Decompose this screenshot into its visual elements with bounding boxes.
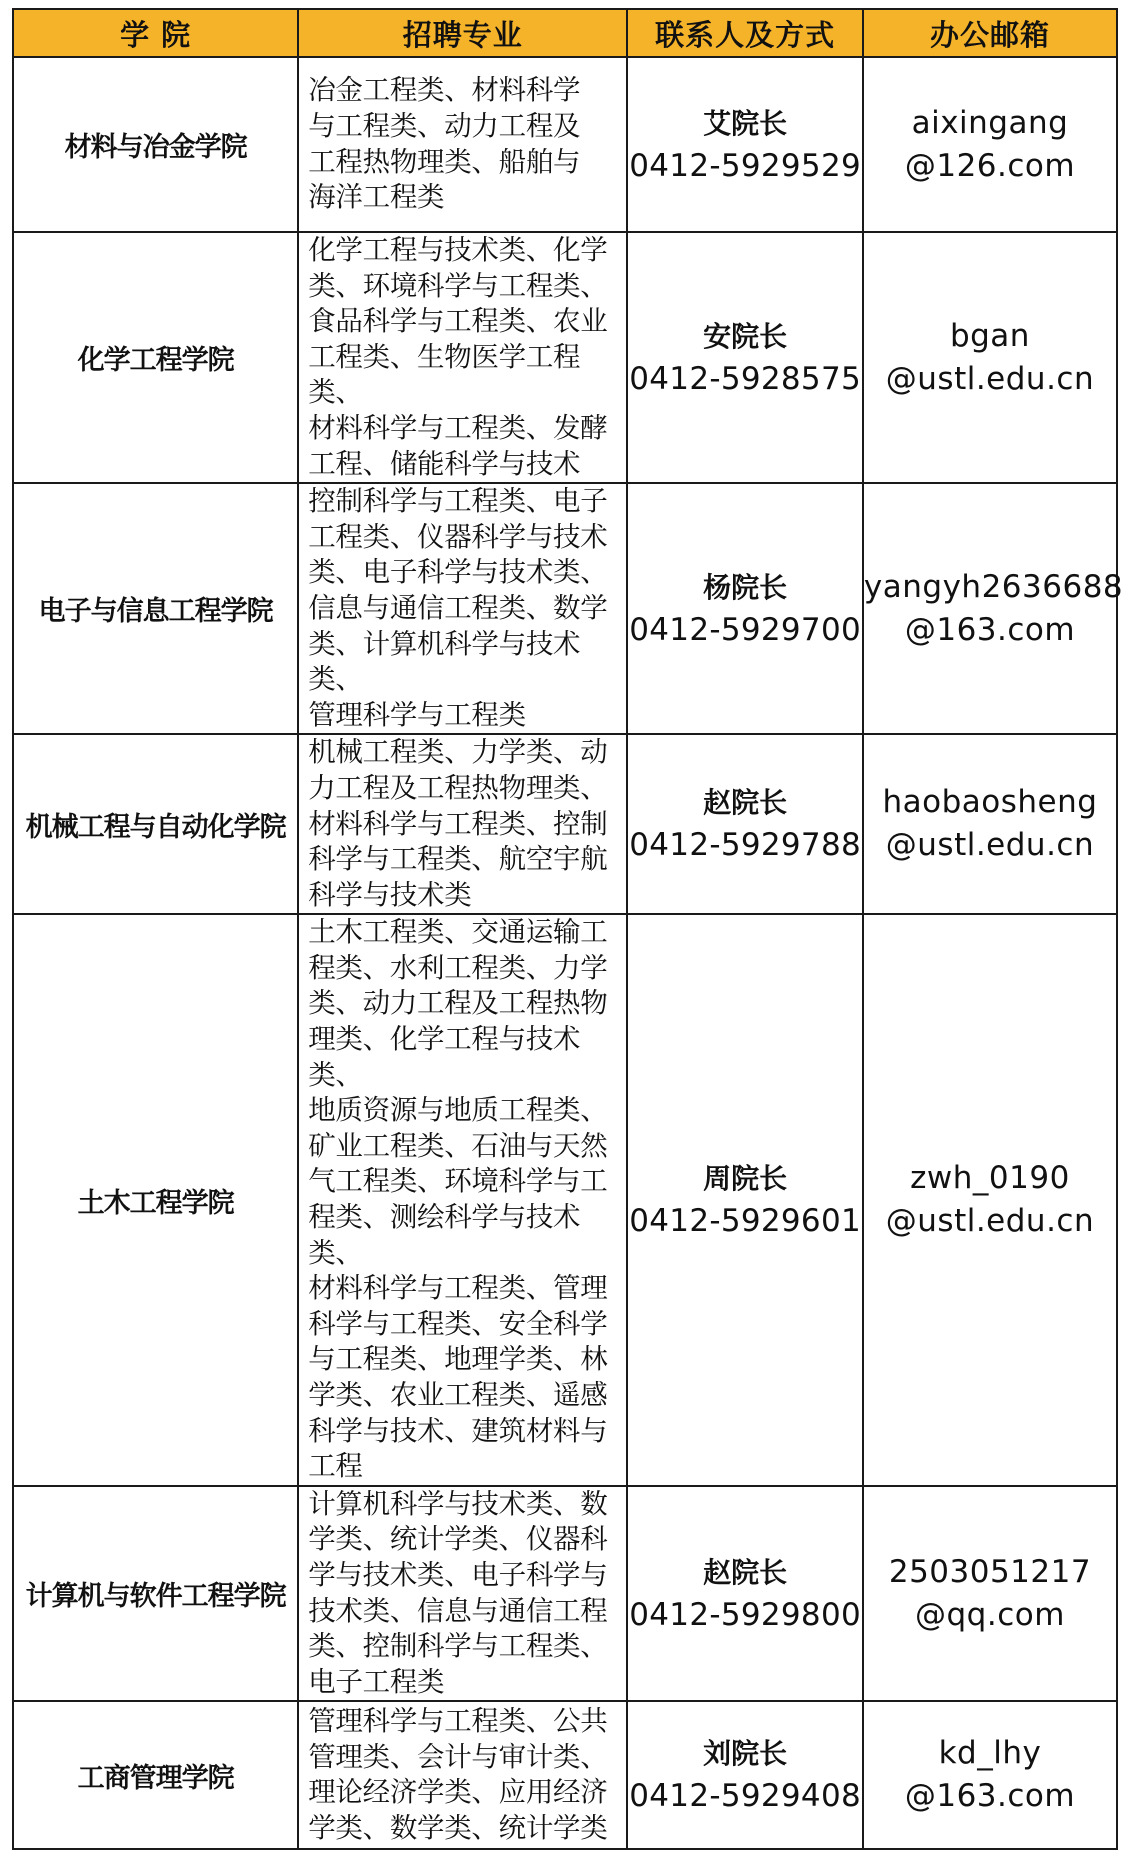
contact-phone: 0412-5929601 — [629, 1203, 861, 1240]
office-email — [863, 734, 1117, 914]
contact-name: 杨院长 — [703, 570, 788, 604]
major-line: 材料科学与工程类、发酵 — [308, 411, 608, 444]
major-line: 类、环境科学与工程类、 — [308, 269, 608, 302]
table-row — [13, 914, 1117, 1486]
office-email — [863, 1701, 1117, 1849]
email-user: zwh_0190 — [910, 1160, 1070, 1197]
recruitment-majors — [298, 914, 627, 1486]
recruitment-majors — [298, 232, 627, 483]
major-line: 冶金工程类、材料科学 — [308, 74, 581, 107]
table-row — [13, 57, 1117, 232]
table-row — [13, 734, 1117, 914]
office-email — [863, 232, 1117, 483]
college-name: 机械工程与自动化学院 — [13, 734, 298, 914]
office-email — [863, 483, 1124, 734]
table-row — [13, 483, 1117, 734]
major-line: 学类、农业工程类、遥感 — [308, 1379, 608, 1411]
recruitment-majors — [298, 1486, 627, 1702]
major-line: 工程 — [308, 1450, 363, 1483]
header-email: 办公邮箱 — [863, 9, 1117, 57]
email-user: 2503051217 — [888, 1553, 1092, 1590]
office-email — [863, 914, 1117, 1486]
major-line: 材料科学与工程类、管理 — [308, 1272, 608, 1305]
major-line: 与工程类、动力工程及 — [308, 109, 581, 142]
recruitment-majors — [298, 734, 627, 914]
contact-name: 刘院长 — [703, 1737, 788, 1771]
major-line: 工程类、生物医学工程类、 — [308, 340, 581, 409]
major-line: 程类、水利工程类、力学 — [308, 951, 608, 984]
major-line: 与工程类、地理学类、林 — [308, 1343, 608, 1376]
major-line: 类、电子科学与技术类、 — [308, 556, 608, 589]
major-line: 技术类、信息与通信工程 — [308, 1594, 608, 1627]
major-line: 类、动力工程及工程热物 — [308, 987, 608, 1020]
contact-cell — [627, 734, 863, 914]
office-email — [863, 1486, 1117, 1702]
recruitment-majors — [298, 57, 627, 232]
major-line: 类、控制科学与工程类、 — [308, 1630, 608, 1663]
contact-phone: 0412-5929529 — [629, 147, 861, 184]
contact-phone: 0412-5928575 — [629, 360, 861, 397]
contact-phone: 0412-5929800 — [629, 1596, 861, 1633]
major-line: 电子工程类 — [308, 1665, 445, 1698]
contact-name: 赵院长 — [703, 786, 788, 820]
email-user: haobaosheng — [882, 784, 1098, 821]
major-line: 土木工程类、交通运输工 — [308, 916, 608, 949]
contact-phone: 0412-5929788 — [629, 827, 861, 864]
major-line: 科学与技术、建筑材料与 — [308, 1414, 608, 1447]
major-line: 控制科学与工程类、电子 — [308, 485, 608, 518]
email-domain: @ustl.edu.cn — [885, 360, 1095, 397]
table-row — [13, 1486, 1117, 1702]
email-user: kd_lhy — [938, 1735, 1042, 1772]
college-name: 工商管理学院 — [13, 1701, 298, 1849]
email-user: aixingang — [911, 104, 1069, 141]
header-major: 招聘专业 — [298, 9, 627, 57]
major-line: 科学与工程类、航空宇航 — [308, 843, 608, 876]
college-name: 材料与冶金学院 — [13, 57, 298, 232]
email-domain: @163.com — [904, 611, 1076, 648]
major-line: 类、计算机科学与技术类、 — [308, 627, 581, 696]
major-line: 气工程类、环境科学与工 — [308, 1165, 608, 1198]
contact-cell — [627, 232, 863, 483]
major-line: 程类、测绘科学与技术类、 — [308, 1201, 581, 1269]
email-user: yangyh2636688 — [863, 568, 1124, 605]
table-row — [13, 1701, 1117, 1849]
major-line: 工程类、仪器科学与技术 — [308, 520, 608, 553]
recruitment-table — [12, 8, 1124, 1850]
contact-name: 赵院长 — [703, 1555, 788, 1589]
table-row — [13, 232, 1117, 483]
contact-name: 安院长 — [703, 319, 788, 353]
header-college: 学 院 — [13, 9, 298, 57]
email-domain: @ustl.edu.cn — [885, 1203, 1095, 1240]
contact-cell — [627, 57, 863, 232]
major-line: 管理科学与工程类 — [308, 698, 526, 731]
major-line: 工程热物理类、船舶与 — [308, 145, 581, 178]
contact-phone: 0412-5929408 — [629, 1778, 861, 1815]
major-line: 科学与技术类 — [308, 878, 472, 911]
table-body — [13, 57, 1124, 1849]
major-line: 理论经济学类、应用经济 — [308, 1776, 608, 1809]
contact-cell — [627, 914, 863, 1486]
major-line: 工程、储能科学与技术 — [308, 447, 581, 480]
major-line: 信息与通信工程类、数学 — [308, 591, 608, 624]
major-line: 学与技术类、电子科学与 — [308, 1558, 608, 1591]
college-name: 化学工程学院 — [13, 232, 298, 483]
recruitment-majors — [298, 483, 627, 734]
major-line: 力工程及工程热物理类、 — [308, 771, 608, 804]
major-line: 理类、化学工程与技术类、 — [308, 1023, 581, 1091]
college-name: 电子与信息工程学院 — [13, 483, 298, 734]
email-domain: @qq.com — [915, 1596, 1065, 1633]
major-line: 食品科学与工程类、农业 — [308, 305, 608, 338]
major-line: 机械工程类、力学类、动 — [308, 736, 608, 769]
recruitment-majors — [298, 1701, 627, 1849]
major-line: 管理科学与工程类、公共 — [308, 1705, 608, 1738]
email-user: bgan — [949, 317, 1030, 354]
major-line: 学类、数学类、统计学类 — [308, 1811, 608, 1844]
major-line: 海洋工程类 — [308, 181, 445, 214]
major-line: 化学工程与技术类、化学 — [308, 234, 608, 266]
major-line: 科学与工程类、安全科学 — [308, 1307, 608, 1340]
office-email — [863, 57, 1117, 232]
contact-cell — [627, 483, 863, 734]
college-name: 土木工程学院 — [13, 914, 298, 1486]
contact-cell — [627, 1701, 863, 1849]
contact-name: 周院长 — [703, 1162, 788, 1196]
major-line: 矿业工程类、石油与天然 — [308, 1129, 608, 1162]
major-line: 管理类、会计与审计类、 — [308, 1740, 608, 1773]
contact-name: 艾院长 — [703, 106, 788, 140]
email-domain: @126.com — [904, 147, 1076, 184]
header-contact: 联系人及方式 — [627, 9, 863, 57]
major-line: 地质资源与地质工程类、 — [308, 1094, 608, 1127]
email-domain: @163.com — [904, 1778, 1076, 1815]
college-name: 计算机与软件工程学院 — [13, 1486, 298, 1702]
major-line: 学类、统计学类、仪器科 — [308, 1523, 608, 1556]
major-line: 材料科学与工程类、控制 — [308, 807, 608, 840]
email-domain: @ustl.edu.cn — [885, 827, 1095, 864]
contact-phone: 0412-5929700 — [629, 611, 861, 648]
contact-cell — [627, 1486, 863, 1702]
header-row — [13, 9, 1117, 57]
major-line: 计算机科学与技术类、数 — [308, 1487, 608, 1520]
